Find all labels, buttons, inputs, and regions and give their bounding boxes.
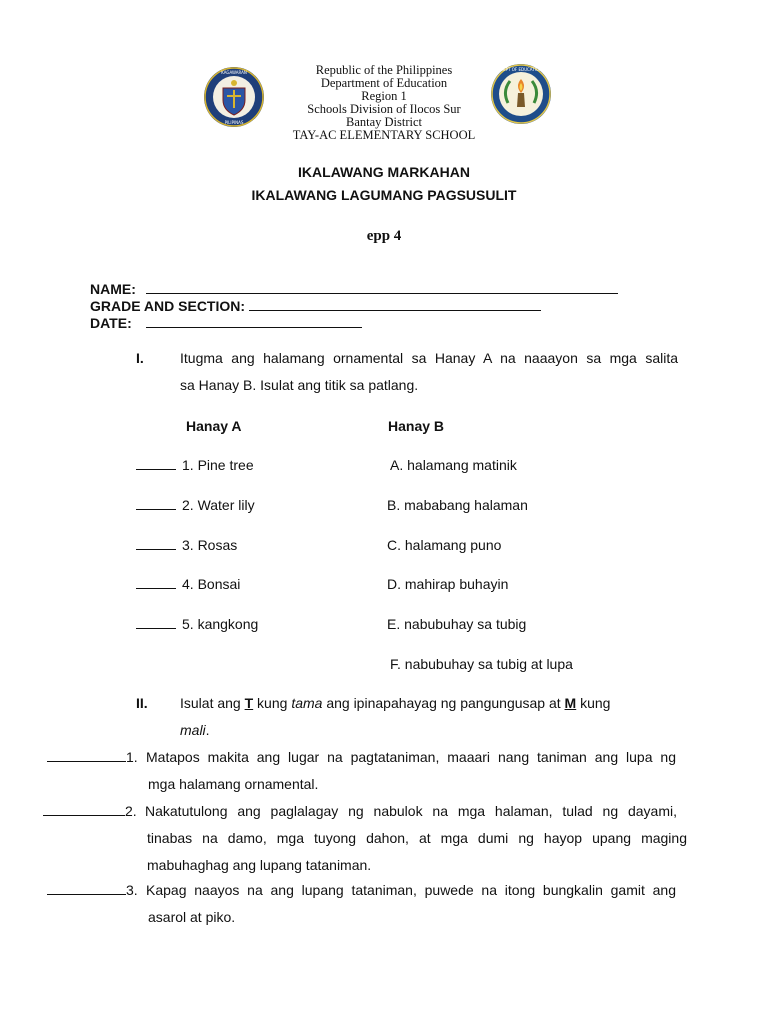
mali-letter: M <box>564 695 577 711</box>
subject-title: epp 4 <box>366 228 402 244</box>
tf-item-text: Matapos makita ang lugar na pagtataniman, maaari nang taniman ang lupa ng <box>146 749 676 765</box>
hanay-b-item: E. nabubuhay sa tubig <box>387 616 527 632</box>
tf-item-number: 2. <box>125 803 137 819</box>
answer-blank[interactable] <box>136 537 176 550</box>
hanay-a-header: Hanay A <box>186 418 242 434</box>
part2-instruction <box>180 690 678 744</box>
grade-row <box>90 298 541 314</box>
tf-item-text-cont: mga halamang ornamental. <box>148 776 319 792</box>
tf-answer-blank[interactable] <box>47 749 126 762</box>
tf-item-text-cont: asarol at piko. <box>148 909 236 925</box>
grade-label: GRADE AND SECTION: <box>90 298 246 314</box>
exam-title: IKALAWANG LAGUMANG PAGSUSULIT <box>251 187 517 203</box>
tama-word: tama <box>291 695 323 711</box>
tf-item-2 <box>43 798 687 879</box>
hanay-a-item: 4. Bonsai <box>136 576 240 592</box>
name-row <box>90 281 618 297</box>
hanay-a-item: 2. Water lily <box>136 497 255 513</box>
tf-item-number: 1. <box>126 749 138 765</box>
answer-blank[interactable] <box>136 457 176 470</box>
answer-blank[interactable] <box>136 497 176 510</box>
answer-blank[interactable] <box>136 576 176 589</box>
header-republic: Republic of the Philippines <box>315 63 453 77</box>
date-row <box>90 315 362 331</box>
tf-item-text: Kapag naayos na ang lupang tataniman, puwede na itong bungkalin gamit ang <box>146 882 676 898</box>
hanay-b-header: Hanay B <box>388 418 445 434</box>
part1-instruction <box>180 345 678 399</box>
hanay-b-item: D. mahirap buhayin <box>387 576 509 592</box>
date-label: DATE: <box>90 315 132 331</box>
part2-instruction-line1: Isulat ang T kung tama ang ipinapahayag ng pangungusap at M kung <box>180 695 611 711</box>
tf-answer-blank[interactable] <box>47 882 126 895</box>
part1-numeral: I. <box>136 350 144 366</box>
hanay-a-item: 5. kangkong <box>136 616 258 632</box>
hanay-a-item: 3. Rosas <box>136 537 237 553</box>
svg-text:PILIPINAS: PILIPINAS <box>224 120 244 125</box>
header-region: Region 1 <box>361 89 407 103</box>
part1-instruction-line2: sa Hanay B. Isulat ang titik sa patlang. <box>180 377 419 393</box>
hanay-b-item: F. nabubuhay sa tubig at lupa <box>390 656 573 672</box>
tf-answer-blank[interactable] <box>43 803 125 816</box>
quarter-title: IKALAWANG MARKAHAN <box>298 164 470 180</box>
part2-numeral: II. <box>136 695 148 711</box>
mali-word: mali <box>180 722 206 738</box>
svg-text:KAGAWARAN: KAGAWARAN <box>221 70 247 75</box>
tf-item-text-cont: mabuhaghag ang lupang tataniman. <box>147 857 372 873</box>
svg-text:DEPT OF EDUCATION: DEPT OF EDUCATION <box>500 67 542 72</box>
tf-item-3 <box>47 877 687 931</box>
part1-instruction-line1: Itugma ang halamang ornamental sa Hanay A na naaayon sa mga salita <box>180 350 678 366</box>
hanay-b-item: A. halamang matinik <box>390 457 517 473</box>
header-school: TAY-AC ELEMENTARY SCHOOL <box>292 128 476 142</box>
hanay-b-item: C. halamang puno <box>387 537 502 553</box>
grade-input-line[interactable] <box>249 298 541 311</box>
tf-item-text: Nakatutulong ang paglalagay ng nabulok na mga halaman, tulad ng dayami, <box>145 803 677 819</box>
header-district: Bantay District <box>345 115 423 129</box>
tf-item-text-cont: tinabas na damo, mga tuyong dahon, at mga dumi ng hayop upang maging <box>147 830 687 846</box>
hanay-b-item: B. mababang halaman <box>387 497 528 513</box>
answer-blank[interactable] <box>136 616 176 629</box>
header-department: Department of Education <box>320 76 448 90</box>
date-input-line[interactable] <box>146 315 362 328</box>
name-label: NAME: <box>90 281 136 297</box>
hanay-a-item: 1. Pine tree <box>136 457 254 473</box>
tf-item-1 <box>47 744 687 798</box>
part2-instruction-line2: mali. <box>180 722 210 738</box>
name-input-line[interactable] <box>146 281 618 294</box>
header-division: Schools Division of Ilocos Sur <box>307 102 461 116</box>
true-letter: T <box>244 695 254 711</box>
school-header <box>250 64 518 142</box>
tf-item-number: 3. <box>126 882 138 898</box>
